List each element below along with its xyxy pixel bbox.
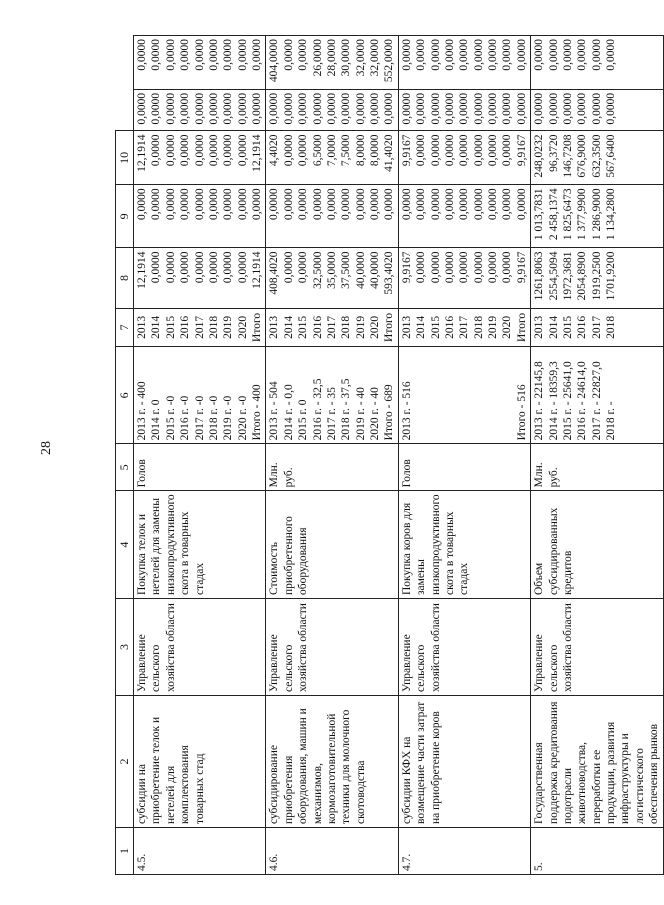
year-list-value: 2015 xyxy=(561,315,574,339)
year-list-value: 2015 xyxy=(429,315,442,339)
col8-values-value: 0,0000 xyxy=(501,134,514,167)
col10-values xyxy=(134,36,266,90)
target-values-value xyxy=(500,350,514,440)
col9-values-value: 0,0000 xyxy=(369,92,381,125)
unit: Голов xyxy=(134,444,266,491)
col7-values-value: 1 134,2800 xyxy=(605,188,617,241)
target-values-value: 2018 г. -0 xyxy=(207,395,220,441)
col8-values-value: 0,0000 xyxy=(297,134,310,167)
col8-values-value: 0,0000 xyxy=(472,134,485,167)
rotated-table-container xyxy=(115,35,661,875)
col9-values-value: 0,0000 xyxy=(136,92,148,125)
col9-values-value: 0,0000 xyxy=(487,92,499,125)
measure-name: Государственная поддержка кредитования подотрасли животноводства, переработки ее продукции, развития инфраструктуры и логистического обеспечения рынков xyxy=(531,696,663,828)
col7-values xyxy=(134,185,266,248)
col6-values-value: 37,5000 xyxy=(340,251,353,289)
col7-values-value: 0,0000 xyxy=(443,188,456,220)
col7-values-value: 0,0000 xyxy=(472,188,485,220)
col9-values xyxy=(531,89,663,131)
year-list-value: 2014 xyxy=(150,315,163,339)
unit: Голов xyxy=(398,444,530,491)
col8-values-value: 9,9167 xyxy=(400,134,413,167)
executor: Управление сельского хозяйства области xyxy=(134,599,266,696)
col8-values-value: 0,0000 xyxy=(429,134,442,167)
year-list-value: 2016 xyxy=(576,315,589,339)
header-cell: 10 xyxy=(116,131,134,185)
page-number: 28 xyxy=(39,441,54,455)
year-list-value: 2013 xyxy=(400,315,413,339)
target-values-value xyxy=(472,350,486,440)
col8-values-value: 0,0000 xyxy=(150,134,163,167)
col10-values-value: 0,0000 xyxy=(179,39,192,71)
col8-values xyxy=(266,131,398,185)
col6-values-value: 0,0000 xyxy=(207,251,220,284)
target-values-value: 2014 г. 0 xyxy=(150,399,163,441)
col8-values-value: 7,5000 xyxy=(340,134,353,167)
target-values-value xyxy=(486,350,500,440)
col9-values xyxy=(398,89,530,131)
col9-values-value: 0,0000 xyxy=(340,92,353,125)
header-row xyxy=(116,36,134,875)
col10-values-value: 0,0000 xyxy=(547,39,560,71)
row-number: 5. xyxy=(531,828,663,875)
year-list-value: 2016 xyxy=(311,315,324,339)
year-list-value: 2020 xyxy=(501,315,514,339)
header-cell: 3 xyxy=(116,599,134,696)
target-values-value: 2013 г. - 504 xyxy=(268,381,281,441)
col8-values-value: 248,0232 xyxy=(533,134,546,178)
col9-values-value: 0,0000 xyxy=(533,92,546,125)
target-values-value xyxy=(457,350,471,440)
col10-values-value: 0,0000 xyxy=(487,39,499,71)
target-values-value: 2016 г. -0 xyxy=(179,395,192,441)
year-list-value: 2013 xyxy=(533,315,546,339)
col7-values-value: 0,0000 xyxy=(515,188,528,220)
col8-values-value: 7,0000 xyxy=(325,134,338,167)
target-values-value: 2019 г. - 40 xyxy=(354,387,367,441)
header-cell: 2 xyxy=(116,696,134,828)
col8-values-value: 567,6400 xyxy=(605,134,617,178)
col9-values-value: 0,0000 xyxy=(443,92,456,125)
col9-values-value: 0,0000 xyxy=(251,92,263,125)
measure-name: субсидии на приобретение телок и нетелей для комплектования товарных стад xyxy=(134,696,266,828)
target-values-value xyxy=(429,350,443,440)
indicator: Объем субсидированных кредитов xyxy=(531,491,663,599)
col10-values xyxy=(398,36,530,90)
indicator: Покупка коров для замены низкопродуктивного скота в товарных стадах xyxy=(398,491,530,599)
unit: Млн. руб. xyxy=(531,444,663,491)
col6-values-value: 0,0000 xyxy=(443,251,456,284)
col8-values xyxy=(134,131,266,185)
measure-name: субсидии КФХ на возмещение части затрат на приобретение коров xyxy=(398,696,530,828)
col8-values-value: 146,7208 xyxy=(561,134,574,178)
col8-values-value: 8,0000 xyxy=(369,134,381,167)
col6-values-value: 593,4020 xyxy=(383,251,396,295)
col10-values-value: 0,0000 xyxy=(136,39,148,71)
col9-values-value: 0,0000 xyxy=(515,92,528,125)
col8-values-value: 676,9000 xyxy=(576,134,589,178)
col6-values-value: 0,0000 xyxy=(472,251,485,284)
col7-values-value: 0,0000 xyxy=(251,188,263,220)
col10-values xyxy=(266,36,398,90)
col10-values-value: 0,0000 xyxy=(533,39,546,71)
col10-values-value: 30,0000 xyxy=(340,39,353,77)
target-values-value: 2017 г. - 22827,0 xyxy=(590,361,603,441)
col7-values-value: 0,0000 xyxy=(415,188,428,220)
col9-values-value: 0,0000 xyxy=(222,92,235,125)
target-values-value: 2013 г. - 22145,8 xyxy=(533,361,546,441)
year-list-value: 2020 xyxy=(369,315,381,339)
col6-values-value: 0,0000 xyxy=(297,251,310,284)
col6-values-value: 2554,5094 xyxy=(547,251,560,301)
target-values-value xyxy=(414,350,428,440)
target-values-value: 2017 г. -0 xyxy=(193,395,206,441)
col7-values-value: 0,0000 xyxy=(297,188,310,220)
col10-values-value: 0,0000 xyxy=(576,39,589,71)
col7-values xyxy=(531,185,663,248)
col9-values-value: 0,0000 xyxy=(282,92,295,125)
col8-values-value: 12,1914 xyxy=(251,134,263,172)
col6-values-value: 0,0000 xyxy=(222,251,235,284)
col9-values-value: 0,0000 xyxy=(383,92,396,125)
col9-values-value: 0,0000 xyxy=(429,92,442,125)
indicator: Покупка телок и нетелей для замены низкопродуктивного скота в товарных стадах xyxy=(134,491,266,599)
year-list-value: 2014 xyxy=(415,315,428,339)
year-list-value: Итого xyxy=(515,312,528,342)
year-list-value: 2014 xyxy=(282,315,295,339)
col9-values-value: 0,0000 xyxy=(268,92,281,125)
col9-values-value: 0,0000 xyxy=(207,92,220,125)
col7-values-value: 0,0000 xyxy=(136,188,148,220)
col6-values xyxy=(398,248,530,308)
col9-values-value: 0,0000 xyxy=(415,92,428,125)
col6-values-value: 1701,9200 xyxy=(605,251,617,301)
col6-values-value: 35,0000 xyxy=(325,251,338,289)
col10-values-value: 0,0000 xyxy=(458,39,471,71)
row-number: 4.5. xyxy=(134,828,266,875)
target-values-value: Итого - 516 xyxy=(515,384,528,441)
year-list xyxy=(266,308,398,347)
target-values xyxy=(398,347,530,444)
col6-values-value: 1972,3681 xyxy=(561,251,574,301)
col9-values-value: 0,0000 xyxy=(501,92,514,125)
col10-values-value: 0,0000 xyxy=(415,39,428,71)
target-values-value: 2015 г. - 25641,0 xyxy=(561,361,574,441)
col9-values-value: 0,0000 xyxy=(400,92,413,125)
col7-values-value: 2 458,1374 xyxy=(547,188,560,241)
col10-values-value: 0,0000 xyxy=(297,39,310,71)
col10-values-value: 0,0000 xyxy=(429,39,442,71)
col9-values-value: 0,0000 xyxy=(193,92,206,125)
col8-values-value: 12,1914 xyxy=(136,134,148,172)
col7-values-value: 1 377,9900 xyxy=(576,188,589,241)
col9-values-value: 0,0000 xyxy=(325,92,338,125)
target-values-value: 2015 г. 0 xyxy=(297,399,310,441)
target-values xyxy=(134,347,266,444)
col10-values-value: 32,0000 xyxy=(354,39,367,77)
year-list-value: 2016 xyxy=(179,315,192,339)
col7-values-value: 0,0000 xyxy=(150,188,163,220)
row-number: 4.7. xyxy=(398,828,530,875)
col6-values-value: 0,0000 xyxy=(487,251,499,284)
col8-values xyxy=(398,131,530,185)
col6-values-value: 1261,8063 xyxy=(533,251,546,301)
header-cell: 6 xyxy=(116,347,134,444)
col7-values-value: 0,0000 xyxy=(325,188,338,220)
target-values-value: 2020 г. - 40 xyxy=(369,387,381,441)
col6-values-value: 0,0000 xyxy=(415,251,428,284)
col9-values-value: 0,0000 xyxy=(354,92,367,125)
col10-values-value: 0,0000 xyxy=(561,39,574,71)
header-cell: 1 xyxy=(116,828,134,875)
col7-values-value: 0,0000 xyxy=(400,188,413,220)
unit: Млн. руб. xyxy=(266,444,398,491)
year-list-value: 2018 xyxy=(340,315,353,339)
col10-values-value: 26,0000 xyxy=(311,39,324,77)
target-values-value: 2013 г. - 400 xyxy=(136,381,148,441)
table-body xyxy=(134,36,664,875)
col7-values-value: 0,0000 xyxy=(429,188,442,220)
col6-values-value: 408,4020 xyxy=(268,251,281,295)
col6-values-value: 0,0000 xyxy=(236,251,249,284)
col10-values-value: 552,0000 xyxy=(383,39,396,83)
col8-values-value: 41,4020 xyxy=(383,134,396,172)
col7-values-value: 0,0000 xyxy=(282,188,295,220)
target-values-value: 2014 г. - 0,0 xyxy=(282,384,295,441)
year-list-value: 2013 xyxy=(136,315,148,339)
col10-values-value: 0,0000 xyxy=(251,39,263,71)
col8-values xyxy=(531,131,663,185)
col10-values-value: 404,0000 xyxy=(268,39,281,83)
col8-values-value: 0,0000 xyxy=(164,134,177,167)
col8-values-value: 632,3500 xyxy=(590,134,603,178)
row-number: 4.6. xyxy=(266,828,398,875)
year-list-value: 2018 xyxy=(472,315,485,339)
year-list-value: 2019 xyxy=(354,315,367,339)
target-values xyxy=(531,347,663,444)
col7-values-value: 0,0000 xyxy=(354,188,367,220)
col8-values-value: 96,3720 xyxy=(547,134,560,172)
col9-values-value: 0,0000 xyxy=(605,92,617,125)
col8-values-value: 9,9167 xyxy=(515,134,528,167)
col10-values xyxy=(531,36,663,90)
col10-values-value: 0,0000 xyxy=(501,39,514,71)
col9-values xyxy=(266,89,398,131)
col9-values-value: 0,0000 xyxy=(561,92,574,125)
col10-values-value: 0,0000 xyxy=(515,39,528,71)
col9-values-value: 0,0000 xyxy=(472,92,485,125)
year-list-value: 2020 xyxy=(236,315,249,339)
col6-values-value: 0,0000 xyxy=(150,251,163,284)
col6-values-value: 12,1914 xyxy=(251,251,263,289)
col8-values-value: 0,0000 xyxy=(443,134,456,167)
col7-values-value: 0,0000 xyxy=(179,188,192,220)
table-row xyxy=(266,36,398,875)
col8-values-value: 0,0000 xyxy=(207,134,220,167)
header-cell: 7 xyxy=(116,308,134,347)
col8-values-value: 0,0000 xyxy=(487,134,499,167)
col6-values-value: 9,9167 xyxy=(515,251,528,284)
col9-values-value: 0,0000 xyxy=(576,92,589,125)
col9-values-value: 0,0000 xyxy=(179,92,192,125)
col10-values-value: 0,0000 xyxy=(590,39,603,71)
year-list-value: 2019 xyxy=(487,315,499,339)
col6-values-value: 0,0000 xyxy=(501,251,514,284)
year-list-value: 2018 xyxy=(207,315,220,339)
header-cell: 4 xyxy=(116,491,134,599)
year-list-value: 2019 xyxy=(222,315,235,339)
col10-values-value: 0,0000 xyxy=(207,39,220,71)
program-table xyxy=(115,35,664,875)
col7-values-value: 0,0000 xyxy=(268,188,281,220)
target-values-value: 2018 г. - 37,5 xyxy=(340,378,353,441)
col6-values-value: 9,9167 xyxy=(400,251,413,284)
col7-values-value: 0,0000 xyxy=(340,188,353,220)
col7-values-value: 1 013,7831 xyxy=(533,188,546,241)
col9-values xyxy=(134,89,266,131)
col7-values-value: 0,0000 xyxy=(487,188,499,220)
col10-values-value: 0,0000 xyxy=(164,39,177,71)
col6-values-value: 0,0000 xyxy=(458,251,471,284)
col7-values-value: 0,0000 xyxy=(311,188,324,220)
col6-values xyxy=(531,248,663,308)
target-values-value: 2015 г. -0 xyxy=(164,395,177,441)
target-values-value: 2019 г. -0 xyxy=(222,395,235,441)
year-list-value: 2016 xyxy=(443,315,456,339)
col7-values-value: 1 286,9000 xyxy=(590,188,603,241)
col10-values-value: 0,0000 xyxy=(193,39,206,71)
table-row xyxy=(398,36,530,875)
executor: Управление сельского хозяйства области xyxy=(531,599,663,696)
col7-values-value: 0,0000 xyxy=(501,188,514,220)
col10-values-value: 28,0000 xyxy=(325,39,338,77)
executor: Управление сельского хозяйства области xyxy=(266,599,398,696)
col10-values-value: 0,0000 xyxy=(443,39,456,71)
col10-values-value: 0,0000 xyxy=(605,39,617,71)
header-cell: 9 xyxy=(116,185,134,248)
col9-values-value: 0,0000 xyxy=(150,92,163,125)
year-list-value: 2017 xyxy=(325,315,338,339)
col10-values-value: 32,0000 xyxy=(369,39,381,77)
year-list-value: 2017 xyxy=(193,315,206,339)
target-values-value: 2013 г. - 516 xyxy=(400,381,413,441)
col7-values-value: 0,0000 xyxy=(207,188,220,220)
year-list-value: 2015 xyxy=(297,315,310,339)
col7-values-value: 0,0000 xyxy=(193,188,206,220)
col6-values xyxy=(134,248,266,308)
year-list xyxy=(134,308,266,347)
target-values-value: 2020 г. -0 xyxy=(236,395,249,441)
col6-values-value: 0,0000 xyxy=(164,251,177,284)
col8-values-value: 0,0000 xyxy=(193,134,206,167)
year-list-value: 2015 xyxy=(164,315,177,339)
target-values-value: Итого - 400 xyxy=(251,384,263,441)
year-list-value: 2014 xyxy=(547,315,560,339)
year-list-value: 2013 xyxy=(268,315,281,339)
col7-values-value: 0,0000 xyxy=(369,188,381,220)
col6-values-value: 40,0000 xyxy=(354,251,367,289)
target-values-value: 2016 г. - 32,5 xyxy=(311,378,324,441)
target-values-value: Итого - 689 xyxy=(383,384,396,441)
year-list-value: 2018 xyxy=(605,315,617,339)
col7-values xyxy=(398,185,530,248)
target-values-value: 2016 г. - 24614,0 xyxy=(576,361,589,441)
col7-values-value: 0,0000 xyxy=(164,188,177,220)
col7-values-value: 0,0000 xyxy=(222,188,235,220)
col8-values-value: 4,4020 xyxy=(268,134,281,167)
col7-values-value: 0,0000 xyxy=(236,188,249,220)
col9-values-value: 0,0000 xyxy=(164,92,177,125)
col6-values-value: 0,0000 xyxy=(179,251,192,284)
col9-values-value: 0,0000 xyxy=(236,92,249,125)
year-list-value: 2017 xyxy=(458,315,471,339)
col10-values-value: 0,0000 xyxy=(282,39,295,71)
target-values-value xyxy=(443,350,457,440)
header-cell: 8 xyxy=(116,248,134,308)
col10-values-value: 0,0000 xyxy=(400,39,413,71)
col7-values xyxy=(266,185,398,248)
col7-values-value: 0,0000 xyxy=(383,188,396,220)
col8-values-value: 0,0000 xyxy=(458,134,471,167)
col8-values-value: 0,0000 xyxy=(415,134,428,167)
year-list-value: Итого xyxy=(251,312,263,342)
col6-values-value: 0,0000 xyxy=(282,251,295,284)
col6-values-value: 40,0000 xyxy=(369,251,381,289)
indicator: Стоимость приобретенного оборудования xyxy=(266,491,398,599)
col9-values-value: 0,0000 xyxy=(590,92,603,125)
col6-values-value: 0,0000 xyxy=(193,251,206,284)
col6-values xyxy=(266,248,398,308)
col10-values-value: 0,0000 xyxy=(222,39,235,71)
col7-values-value: 0,0000 xyxy=(458,188,471,220)
target-values-value: 2017 г. - 35 xyxy=(325,387,338,441)
table-row xyxy=(531,36,663,875)
col6-values-value: 32,5000 xyxy=(311,251,324,289)
col8-values-value: 0,0000 xyxy=(222,134,235,167)
col6-values-value: 0,0000 xyxy=(429,251,442,284)
col7-values-value: 1 825,6473 xyxy=(561,188,574,241)
target-values-value: 2018 г. - xyxy=(605,401,617,441)
col9-values-value: 0,0000 xyxy=(311,92,324,125)
col9-values-value: 0,0000 xyxy=(547,92,560,125)
col8-values-value: 0,0000 xyxy=(282,134,295,167)
col8-values-value: 0,0000 xyxy=(236,134,249,167)
col8-values-value: 0,0000 xyxy=(179,134,192,167)
col9-values-value: 0,0000 xyxy=(458,92,471,125)
year-list-value: 2017 xyxy=(590,315,603,339)
col9-values-value: 0,0000 xyxy=(297,92,310,125)
col8-values-value: 6,5000 xyxy=(311,134,324,167)
col6-values-value: 1919,2500 xyxy=(590,251,603,301)
executor: Управление сельского хозяйства области xyxy=(398,599,530,696)
measure-name: субсидирование приобретения оборудования, машин и механизмов, кормозаготовительной техники для молочного скотоводства xyxy=(266,696,398,828)
table-row xyxy=(134,36,266,875)
header-cell: 5 xyxy=(116,444,134,491)
year-list xyxy=(531,308,663,347)
col10-values-value: 0,0000 xyxy=(236,39,249,71)
col6-values-value: 12,1914 xyxy=(136,251,148,289)
col10-values-value: 0,0000 xyxy=(472,39,485,71)
col8-values-value: 8,0000 xyxy=(354,134,367,167)
year-list xyxy=(398,308,530,347)
target-values-value: 2014 г. - 18359,3 xyxy=(547,361,560,441)
col10-values-value: 0,0000 xyxy=(150,39,163,71)
col6-values-value: 2054,8900 xyxy=(576,251,589,301)
year-list-value: Итого xyxy=(383,312,396,342)
target-values xyxy=(266,347,398,444)
